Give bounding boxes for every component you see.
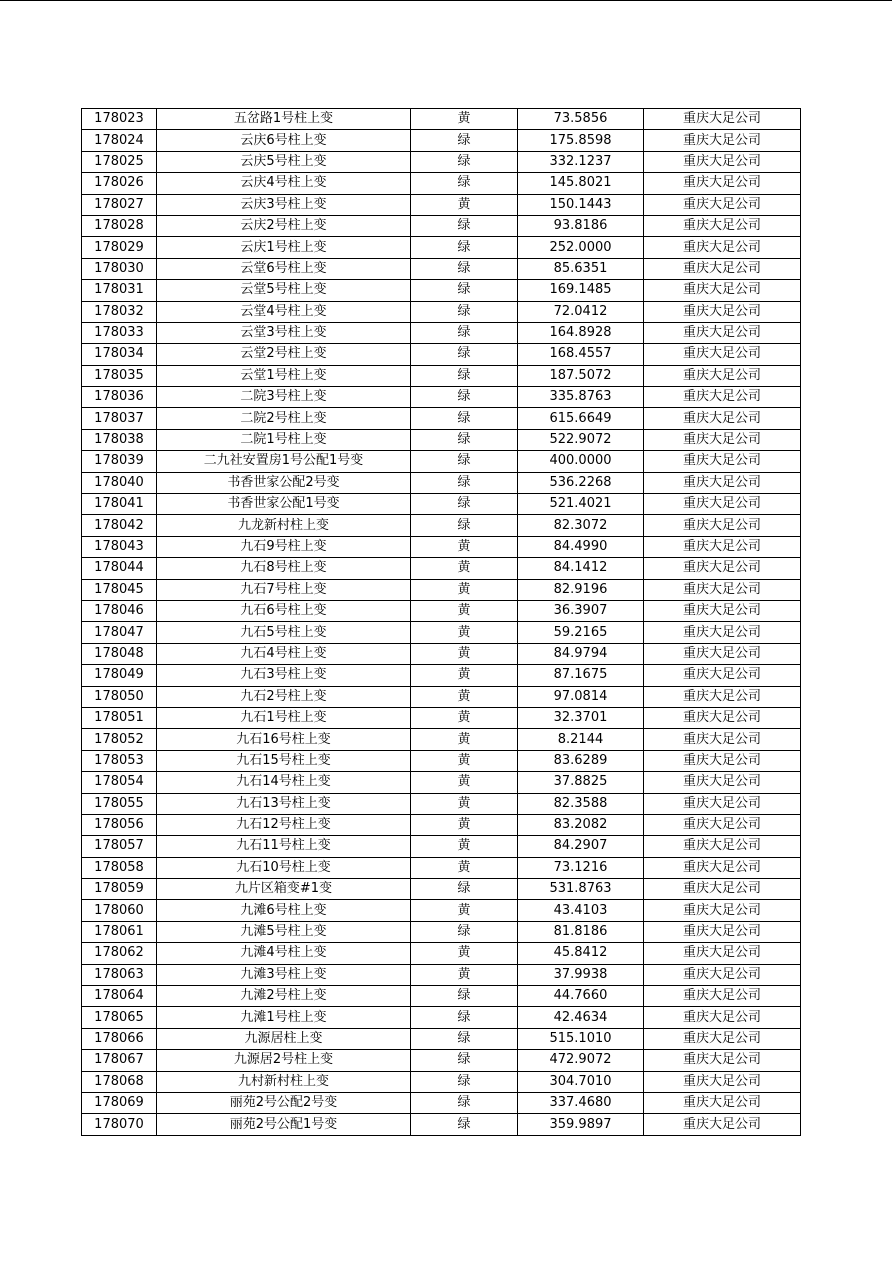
- row-status-cell: 黄: [411, 194, 518, 215]
- row-id-cell: 178057: [82, 836, 157, 857]
- row-status-cell: 绿: [411, 1071, 518, 1092]
- row-value-cell: 304.7010: [518, 1071, 644, 1092]
- table-row: [82, 151, 801, 172]
- table-row: [82, 707, 801, 728]
- row-value-cell: 37.8825: [518, 772, 644, 793]
- row-company-cell: 重庆大足公司: [644, 707, 801, 728]
- row-value-cell: 187.5072: [518, 365, 644, 386]
- row-value-cell: 515.1010: [518, 1028, 644, 1049]
- row-value-cell: 400.0000: [518, 451, 644, 472]
- row-status-cell: 绿: [411, 429, 518, 450]
- row-company-cell: 重庆大足公司: [644, 429, 801, 450]
- row-value-cell: 37.9938: [518, 964, 644, 985]
- row-name-cell: 九石2号柱上变: [157, 686, 411, 707]
- row-name-cell: 书香世家公配1号变: [157, 494, 411, 515]
- row-status-cell: 黄: [411, 600, 518, 621]
- row-id-cell: 178069: [82, 1092, 157, 1113]
- row-name-cell: 九石1号柱上变: [157, 707, 411, 728]
- table-row: [82, 558, 801, 579]
- row-status-cell: 绿: [411, 472, 518, 493]
- table-body: [82, 109, 801, 1136]
- row-value-cell: 42.4634: [518, 1007, 644, 1028]
- row-company-cell: 重庆大足公司: [644, 814, 801, 835]
- row-name-cell: 九石12号柱上变: [157, 814, 411, 835]
- row-id-cell: 178035: [82, 365, 157, 386]
- row-status-cell: 绿: [411, 365, 518, 386]
- row-status-cell: 黄: [411, 558, 518, 579]
- row-value-cell: 531.8763: [518, 879, 644, 900]
- row-value-cell: 337.4680: [518, 1092, 644, 1113]
- row-value-cell: 72.0412: [518, 301, 644, 322]
- row-company-cell: 重庆大足公司: [644, 301, 801, 322]
- table-row: [82, 109, 801, 130]
- row-value-cell: 45.8412: [518, 943, 644, 964]
- row-name-cell: 九石9号柱上变: [157, 536, 411, 557]
- row-name-cell: 二院3号柱上变: [157, 387, 411, 408]
- row-id-cell: 178055: [82, 793, 157, 814]
- table-row: [82, 964, 801, 985]
- row-company-cell: 重庆大足公司: [644, 750, 801, 771]
- row-value-cell: 175.8598: [518, 130, 644, 151]
- row-id-cell: 178064: [82, 986, 157, 1007]
- table-row: [82, 1050, 801, 1071]
- row-status-cell: 黄: [411, 729, 518, 750]
- table-row: [82, 408, 801, 429]
- row-company-cell: 重庆大足公司: [644, 579, 801, 600]
- row-company-cell: 重庆大足公司: [644, 408, 801, 429]
- row-status-cell: 黄: [411, 857, 518, 878]
- row-id-cell: 178029: [82, 237, 157, 258]
- row-name-cell: 二院1号柱上变: [157, 429, 411, 450]
- row-id-cell: 178053: [82, 750, 157, 771]
- row-value-cell: 335.8763: [518, 387, 644, 408]
- row-status-cell: 绿: [411, 515, 518, 536]
- row-value-cell: 85.6351: [518, 258, 644, 279]
- table-row: [82, 515, 801, 536]
- row-status-cell: 黄: [411, 836, 518, 857]
- row-status-cell: 黄: [411, 772, 518, 793]
- row-name-cell: 云堂5号柱上变: [157, 280, 411, 301]
- row-value-cell: 84.4990: [518, 536, 644, 557]
- row-company-cell: 重庆大足公司: [644, 387, 801, 408]
- row-status-cell: 绿: [411, 1007, 518, 1028]
- row-id-cell: 178056: [82, 814, 157, 835]
- row-value-cell: 81.8186: [518, 921, 644, 942]
- row-value-cell: 522.9072: [518, 429, 644, 450]
- row-value-cell: 84.1412: [518, 558, 644, 579]
- row-status-cell: 黄: [411, 750, 518, 771]
- row-company-cell: 重庆大足公司: [644, 1071, 801, 1092]
- table-row: [82, 344, 801, 365]
- row-company-cell: 重庆大足公司: [644, 686, 801, 707]
- table-row: [82, 772, 801, 793]
- row-id-cell: 178025: [82, 151, 157, 172]
- row-name-cell: 二院2号柱上变: [157, 408, 411, 429]
- row-id-cell: 178054: [82, 772, 157, 793]
- transformer-table: [81, 108, 801, 1136]
- table-row: [82, 322, 801, 343]
- table-row: [82, 387, 801, 408]
- row-status-cell: 绿: [411, 173, 518, 194]
- row-id-cell: 178065: [82, 1007, 157, 1028]
- table-row: [82, 665, 801, 686]
- table-row: [82, 900, 801, 921]
- row-status-cell: 绿: [411, 344, 518, 365]
- row-name-cell: 云庆3号柱上变: [157, 194, 411, 215]
- row-status-cell: 黄: [411, 793, 518, 814]
- row-company-cell: 重庆大足公司: [644, 130, 801, 151]
- table-row: [82, 1007, 801, 1028]
- table-row: [82, 793, 801, 814]
- row-id-cell: 178036: [82, 387, 157, 408]
- row-name-cell: 九石10号柱上变: [157, 857, 411, 878]
- table-row: [82, 130, 801, 151]
- row-value-cell: 252.0000: [518, 237, 644, 258]
- row-name-cell: 九石15号柱上变: [157, 750, 411, 771]
- row-id-cell: 178051: [82, 707, 157, 728]
- row-company-cell: 重庆大足公司: [644, 322, 801, 343]
- row-company-cell: 重庆大足公司: [644, 258, 801, 279]
- row-id-cell: 178027: [82, 194, 157, 215]
- row-company-cell: 重庆大足公司: [644, 515, 801, 536]
- row-value-cell: 536.2268: [518, 472, 644, 493]
- row-company-cell: 重庆大足公司: [644, 729, 801, 750]
- row-name-cell: 九片区箱变#1变: [157, 879, 411, 900]
- row-status-cell: 黄: [411, 579, 518, 600]
- table-row: [82, 943, 801, 964]
- row-id-cell: 178062: [82, 943, 157, 964]
- row-name-cell: 云堂3号柱上变: [157, 322, 411, 343]
- row-name-cell: 九滩3号柱上变: [157, 964, 411, 985]
- row-value-cell: 43.4103: [518, 900, 644, 921]
- row-name-cell: 丽苑2号公配1号变: [157, 1114, 411, 1135]
- row-status-cell: 绿: [411, 258, 518, 279]
- table-row: [82, 986, 801, 1007]
- row-id-cell: 178032: [82, 301, 157, 322]
- row-value-cell: 59.2165: [518, 622, 644, 643]
- row-id-cell: 178048: [82, 643, 157, 664]
- row-name-cell: 九石14号柱上变: [157, 772, 411, 793]
- row-status-cell: 黄: [411, 707, 518, 728]
- table-row: [82, 1114, 801, 1135]
- row-status-cell: 绿: [411, 130, 518, 151]
- row-name-cell: 九石11号柱上变: [157, 836, 411, 857]
- table-row: [82, 194, 801, 215]
- row-name-cell: 九石16号柱上变: [157, 729, 411, 750]
- row-value-cell: 82.3588: [518, 793, 644, 814]
- row-company-cell: 重庆大足公司: [644, 173, 801, 194]
- row-name-cell: 云堂1号柱上变: [157, 365, 411, 386]
- row-id-cell: 178030: [82, 258, 157, 279]
- table-row: [82, 879, 801, 900]
- row-company-cell: 重庆大足公司: [644, 1114, 801, 1135]
- row-id-cell: 178024: [82, 130, 157, 151]
- row-name-cell: 云庆5号柱上变: [157, 151, 411, 172]
- row-value-cell: 36.3907: [518, 600, 644, 621]
- row-name-cell: 九石4号柱上变: [157, 643, 411, 664]
- row-company-cell: 重庆大足公司: [644, 1007, 801, 1028]
- table-row: [82, 173, 801, 194]
- row-id-cell: 178060: [82, 900, 157, 921]
- row-name-cell: 五岔路1号柱上变: [157, 109, 411, 130]
- row-company-cell: 重庆大足公司: [644, 793, 801, 814]
- row-id-cell: 178039: [82, 451, 157, 472]
- table-row: [82, 686, 801, 707]
- row-name-cell: 九滩6号柱上变: [157, 900, 411, 921]
- table-row: [82, 750, 801, 771]
- row-status-cell: 绿: [411, 280, 518, 301]
- row-status-cell: 绿: [411, 451, 518, 472]
- row-value-cell: 97.0814: [518, 686, 644, 707]
- row-value-cell: 84.2907: [518, 836, 644, 857]
- row-id-cell: 178061: [82, 921, 157, 942]
- row-company-cell: 重庆大足公司: [644, 365, 801, 386]
- row-status-cell: 绿: [411, 1050, 518, 1071]
- row-id-cell: 178059: [82, 879, 157, 900]
- row-status-cell: 黄: [411, 665, 518, 686]
- row-name-cell: 二九社安置房1号公配1号变: [157, 451, 411, 472]
- row-value-cell: 168.4557: [518, 344, 644, 365]
- row-status-cell: 绿: [411, 151, 518, 172]
- row-company-cell: 重庆大足公司: [644, 879, 801, 900]
- row-name-cell: 九石3号柱上变: [157, 665, 411, 686]
- table-row: [82, 451, 801, 472]
- row-value-cell: 93.8186: [518, 215, 644, 236]
- table-row: [82, 622, 801, 643]
- table-row: [82, 1028, 801, 1049]
- row-id-cell: 178049: [82, 665, 157, 686]
- table-row: [82, 237, 801, 258]
- row-status-cell: 黄: [411, 686, 518, 707]
- row-value-cell: 44.7660: [518, 986, 644, 1007]
- row-status-cell: 绿: [411, 879, 518, 900]
- row-value-cell: 82.3072: [518, 515, 644, 536]
- table-row: [82, 729, 801, 750]
- row-name-cell: 云庆2号柱上变: [157, 215, 411, 236]
- row-company-cell: 重庆大足公司: [644, 344, 801, 365]
- row-value-cell: 164.8928: [518, 322, 644, 343]
- row-name-cell: 九源居柱上变: [157, 1028, 411, 1049]
- table-row: [82, 579, 801, 600]
- row-company-cell: 重庆大足公司: [644, 151, 801, 172]
- row-name-cell: 九石7号柱上变: [157, 579, 411, 600]
- row-name-cell: 九村新村柱上变: [157, 1071, 411, 1092]
- table-row: [82, 857, 801, 878]
- row-status-cell: 绿: [411, 1028, 518, 1049]
- row-id-cell: 178047: [82, 622, 157, 643]
- row-name-cell: 九石5号柱上变: [157, 622, 411, 643]
- table-row: [82, 600, 801, 621]
- row-id-cell: 178028: [82, 215, 157, 236]
- table-row: [82, 836, 801, 857]
- row-id-cell: 178044: [82, 558, 157, 579]
- row-id-cell: 178037: [82, 408, 157, 429]
- row-name-cell: 云堂4号柱上变: [157, 301, 411, 322]
- row-id-cell: 178058: [82, 857, 157, 878]
- row-name-cell: 九滩1号柱上变: [157, 1007, 411, 1028]
- table-row: [82, 1092, 801, 1113]
- row-name-cell: 云庆1号柱上变: [157, 237, 411, 258]
- row-company-cell: 重庆大足公司: [644, 964, 801, 985]
- row-id-cell: 178046: [82, 600, 157, 621]
- row-status-cell: 黄: [411, 900, 518, 921]
- row-value-cell: 84.9794: [518, 643, 644, 664]
- row-status-cell: 黄: [411, 109, 518, 130]
- row-company-cell: 重庆大足公司: [644, 1028, 801, 1049]
- row-value-cell: 615.6649: [518, 408, 644, 429]
- row-status-cell: 绿: [411, 1092, 518, 1113]
- row-status-cell: 绿: [411, 408, 518, 429]
- row-company-cell: 重庆大足公司: [644, 194, 801, 215]
- row-name-cell: 丽苑2号公配2号变: [157, 1092, 411, 1113]
- row-value-cell: 169.1485: [518, 280, 644, 301]
- row-id-cell: 178067: [82, 1050, 157, 1071]
- row-company-cell: 重庆大足公司: [644, 986, 801, 1007]
- table-row: [82, 280, 801, 301]
- row-value-cell: 8.2144: [518, 729, 644, 750]
- row-name-cell: 云堂2号柱上变: [157, 344, 411, 365]
- row-company-cell: 重庆大足公司: [644, 472, 801, 493]
- row-company-cell: 重庆大足公司: [644, 536, 801, 557]
- row-id-cell: 178066: [82, 1028, 157, 1049]
- row-name-cell: 九龙新村柱上变: [157, 515, 411, 536]
- table-row: [82, 494, 801, 515]
- row-name-cell: 九石6号柱上变: [157, 600, 411, 621]
- row-name-cell: 九滩5号柱上变: [157, 921, 411, 942]
- row-id-cell: 178033: [82, 322, 157, 343]
- row-value-cell: 82.9196: [518, 579, 644, 600]
- row-id-cell: 178050: [82, 686, 157, 707]
- table-row: [82, 301, 801, 322]
- row-status-cell: 黄: [411, 943, 518, 964]
- row-name-cell: 九滩2号柱上变: [157, 986, 411, 1007]
- row-status-cell: 黄: [411, 964, 518, 985]
- row-id-cell: 178034: [82, 344, 157, 365]
- table-row: [82, 1071, 801, 1092]
- row-company-cell: 重庆大足公司: [644, 280, 801, 301]
- row-name-cell: 九滩4号柱上变: [157, 943, 411, 964]
- row-value-cell: 332.1237: [518, 151, 644, 172]
- row-status-cell: 黄: [411, 622, 518, 643]
- row-status-cell: 绿: [411, 494, 518, 515]
- table-row: [82, 472, 801, 493]
- table-row: [82, 921, 801, 942]
- table-row: [82, 536, 801, 557]
- row-name-cell: 云堂6号柱上变: [157, 258, 411, 279]
- row-value-cell: 32.3701: [518, 707, 644, 728]
- page-top-rule: [0, 0, 892, 1]
- row-value-cell: 73.1216: [518, 857, 644, 878]
- row-status-cell: 黄: [411, 643, 518, 664]
- row-id-cell: 178063: [82, 964, 157, 985]
- row-name-cell: 云庆4号柱上变: [157, 173, 411, 194]
- row-id-cell: 178041: [82, 494, 157, 515]
- row-status-cell: 绿: [411, 1114, 518, 1135]
- row-company-cell: 重庆大足公司: [644, 494, 801, 515]
- row-id-cell: 178040: [82, 472, 157, 493]
- row-id-cell: 178068: [82, 1071, 157, 1092]
- table-row: [82, 814, 801, 835]
- row-id-cell: 178070: [82, 1114, 157, 1135]
- row-id-cell: 178043: [82, 536, 157, 557]
- row-value-cell: 521.4021: [518, 494, 644, 515]
- row-value-cell: 83.6289: [518, 750, 644, 771]
- row-company-cell: 重庆大足公司: [644, 622, 801, 643]
- row-id-cell: 178045: [82, 579, 157, 600]
- row-name-cell: 九源居2号柱上变: [157, 1050, 411, 1071]
- row-value-cell: 83.2082: [518, 814, 644, 835]
- row-status-cell: 绿: [411, 215, 518, 236]
- row-name-cell: 书香世家公配2号变: [157, 472, 411, 493]
- row-company-cell: 重庆大足公司: [644, 943, 801, 964]
- row-company-cell: 重庆大足公司: [644, 215, 801, 236]
- table-row: [82, 643, 801, 664]
- row-company-cell: 重庆大足公司: [644, 451, 801, 472]
- row-company-cell: 重庆大足公司: [644, 109, 801, 130]
- row-id-cell: 178038: [82, 429, 157, 450]
- row-company-cell: 重庆大足公司: [644, 772, 801, 793]
- row-name-cell: 九石13号柱上变: [157, 793, 411, 814]
- row-company-cell: 重庆大足公司: [644, 900, 801, 921]
- row-company-cell: 重庆大足公司: [644, 558, 801, 579]
- row-id-cell: 178052: [82, 729, 157, 750]
- row-name-cell: 九石8号柱上变: [157, 558, 411, 579]
- table-row: [82, 258, 801, 279]
- row-status-cell: 绿: [411, 387, 518, 408]
- row-value-cell: 472.9072: [518, 1050, 644, 1071]
- row-status-cell: 黄: [411, 814, 518, 835]
- row-status-cell: 黄: [411, 536, 518, 557]
- row-id-cell: 178042: [82, 515, 157, 536]
- row-id-cell: 178026: [82, 173, 157, 194]
- row-status-cell: 绿: [411, 986, 518, 1007]
- table-row: [82, 429, 801, 450]
- row-id-cell: 178031: [82, 280, 157, 301]
- row-status-cell: 绿: [411, 921, 518, 942]
- row-company-cell: 重庆大足公司: [644, 600, 801, 621]
- row-company-cell: 重庆大足公司: [644, 1050, 801, 1071]
- row-value-cell: 145.8021: [518, 173, 644, 194]
- row-value-cell: 87.1675: [518, 665, 644, 686]
- row-company-cell: 重庆大足公司: [644, 836, 801, 857]
- row-company-cell: 重庆大足公司: [644, 665, 801, 686]
- row-status-cell: 绿: [411, 322, 518, 343]
- row-status-cell: 绿: [411, 301, 518, 322]
- row-company-cell: 重庆大足公司: [644, 921, 801, 942]
- table-row: [82, 365, 801, 386]
- row-value-cell: 73.5856: [518, 109, 644, 130]
- row-company-cell: 重庆大足公司: [644, 643, 801, 664]
- row-company-cell: 重庆大足公司: [644, 857, 801, 878]
- row-value-cell: 359.9897: [518, 1114, 644, 1135]
- row-status-cell: 绿: [411, 237, 518, 258]
- row-company-cell: 重庆大足公司: [644, 1092, 801, 1113]
- row-id-cell: 178023: [82, 109, 157, 130]
- table-row: [82, 215, 801, 236]
- row-value-cell: 150.1443: [518, 194, 644, 215]
- row-company-cell: 重庆大足公司: [644, 237, 801, 258]
- row-name-cell: 云庆6号柱上变: [157, 130, 411, 151]
